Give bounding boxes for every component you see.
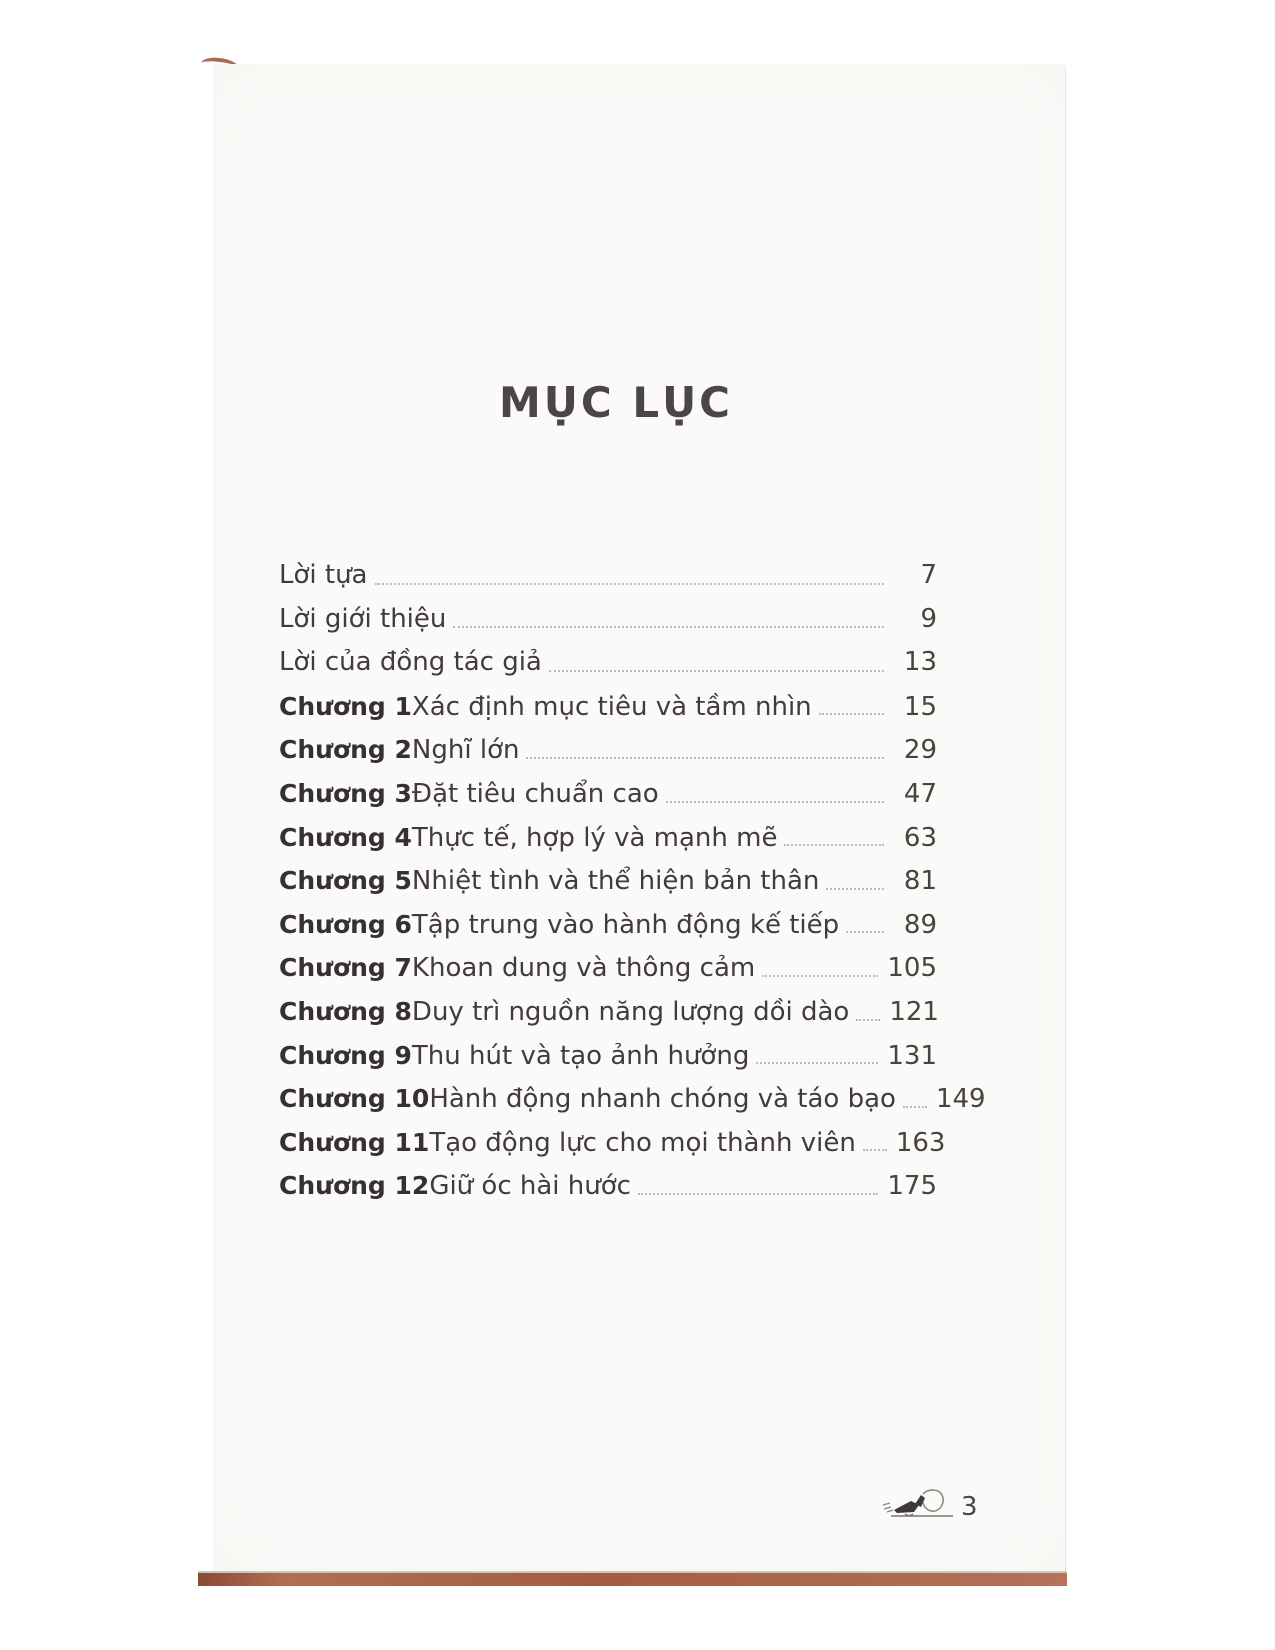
toc-entry-title: Xác định mục tiêu và tầm nhìn <box>411 691 812 722</box>
dot-leader <box>762 975 878 977</box>
crawling-figure-doodle-icon <box>881 1485 959 1521</box>
dot-leader <box>784 844 884 846</box>
toc-page-number: 105 <box>887 953 937 984</box>
toc-page-number: 89 <box>903 909 937 940</box>
toc-entry <box>279 1034 937 1078</box>
toc-entry <box>279 1121 946 1165</box>
dot-leader <box>826 888 884 890</box>
page-footer <box>881 1485 978 1521</box>
toc-chapter-label: Chương 4 <box>279 822 412 852</box>
footer-page-number: 3 <box>961 1492 978 1522</box>
toc-chapter-label: Chương 3 <box>279 778 412 808</box>
toc-chapter-label: Chương 12 <box>279 1171 430 1201</box>
toc-page-number: 131 <box>887 1040 937 1071</box>
toc-entry <box>279 816 937 860</box>
toc-entry <box>279 1164 937 1208</box>
toc-entry-title: Tập trung vào hành động kế tiếp <box>411 909 840 940</box>
dot-leader <box>756 1062 878 1064</box>
dot-leader <box>453 626 884 628</box>
dot-leader <box>819 713 884 715</box>
dot-leader <box>666 801 884 803</box>
toc-chapter-label: Chương 6 <box>279 909 412 939</box>
toc-page-number: 7 <box>920 560 937 590</box>
dot-leader <box>638 1193 878 1195</box>
toc-page-number: 175 <box>887 1171 937 1202</box>
toc-chapter-label: Chương 5 <box>279 866 412 896</box>
toc-entry <box>279 1077 986 1121</box>
book-edge-strip <box>198 1571 1067 1586</box>
page-title: MỤC LỤC <box>498 378 734 428</box>
toc-page-number: 81 <box>903 866 937 897</box>
toc-entry-title: Giữ óc hài hước <box>429 1171 631 1202</box>
dot-leader <box>375 583 885 585</box>
dot-leader <box>863 1149 887 1151</box>
toc-entry-title: Nhiệt tình và thể hiện bản thân <box>411 866 820 897</box>
dot-leader <box>526 757 884 759</box>
toc-chapter-label: Chương 9 <box>279 1040 412 1070</box>
toc-entry-title: Tạo động lực cho mọi thành viên <box>429 1127 856 1158</box>
toc-entry-title: Lời tựa <box>279 560 368 590</box>
toc-page-number: 163 <box>895 1127 946 1158</box>
dot-leader <box>856 1019 880 1021</box>
toc-entry <box>279 859 937 903</box>
toc-page-number: 13 <box>903 647 937 678</box>
toc-entry-title: Nghĩ lớn <box>411 735 520 766</box>
toc-entry-title: Đặt tiêu chuẩn cao <box>411 778 659 809</box>
toc-page-number: 29 <box>903 735 937 766</box>
toc-chapter-label: Chương 2 <box>279 735 412 765</box>
dot-leader <box>846 931 884 933</box>
page-sheet <box>213 64 1065 1573</box>
toc-page-number: 63 <box>903 822 937 853</box>
toc-entry-title: Lời giới thiệu <box>279 603 447 634</box>
toc-chapter-label: Chương 8 <box>279 996 412 1026</box>
toc-entry <box>279 554 937 598</box>
dot-leader <box>903 1106 927 1108</box>
toc-entry-title: Thực tế, hợp lý và mạnh mẽ <box>411 822 778 853</box>
toc-page-number: 9 <box>920 603 937 634</box>
toc-page-number: 15 <box>903 691 937 722</box>
toc-entry-title: Thu hút và tạo ảnh hưởng <box>411 1040 750 1071</box>
toc-entry-title: Khoan dung và thông cảm <box>411 953 756 984</box>
toc-entry <box>279 641 937 685</box>
toc-entry <box>279 598 937 642</box>
toc-page-number: 149 <box>935 1084 986 1115</box>
toc-chapter-label: Chương 10 <box>279 1084 430 1114</box>
toc-chapter-label: Chương 7 <box>279 953 412 983</box>
toc-page-number: 47 <box>903 778 937 809</box>
toc-entry <box>279 990 937 1034</box>
toc-chapter-label: Chương 11 <box>279 1127 430 1157</box>
toc-chapter-label: Chương 1 <box>279 691 412 721</box>
toc-entry-title: Duy trì nguồn năng lượng dồi dào <box>411 996 850 1027</box>
toc-entry-title: Hành động nhanh chóng và táo bạo <box>429 1084 896 1115</box>
toc-page-number: 121 <box>889 996 939 1027</box>
toc-entry-title: Lời của đồng tác giả <box>279 647 542 678</box>
table-of-contents <box>279 554 986 1208</box>
toc-entry <box>279 903 937 947</box>
toc-entry <box>279 946 937 990</box>
dot-leader <box>549 670 884 672</box>
toc-entry <box>279 772 937 816</box>
toc-entry <box>279 728 937 772</box>
toc-entry <box>279 685 937 729</box>
